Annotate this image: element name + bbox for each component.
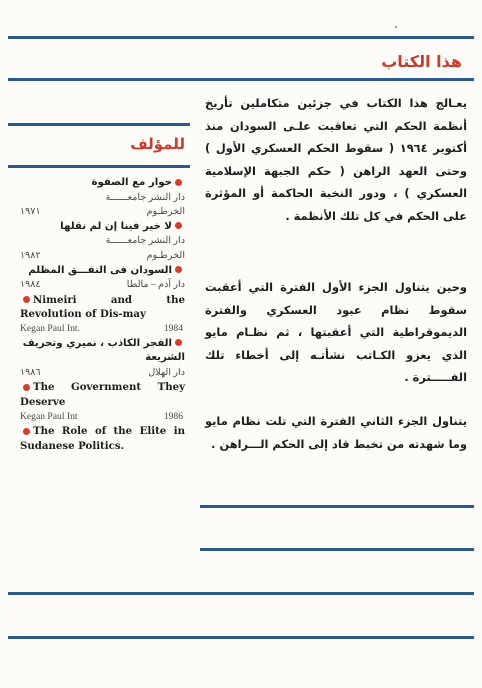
bullet-icon bbox=[175, 339, 182, 346]
book-item bbox=[20, 264, 185, 293]
book-title: الفجر الكاذب ، نميري وتحريف الشريعة bbox=[22, 337, 185, 364]
left-title-top-rule bbox=[8, 123, 190, 126]
section-title: هذا الكتاب bbox=[381, 52, 462, 71]
book-item bbox=[20, 380, 185, 424]
left-title-bottom-rule bbox=[8, 165, 190, 168]
book-item bbox=[20, 176, 185, 220]
publisher-line: دار النشر جامعــــــة bbox=[105, 191, 185, 203]
book-title: The Role of the Elite in Sudanese Politics. bbox=[20, 425, 185, 452]
bullet-icon bbox=[175, 266, 182, 273]
book-title: The Government They Deserve bbox=[20, 381, 185, 408]
bullet-icon bbox=[175, 179, 182, 186]
paragraph-1 bbox=[205, 92, 467, 228]
book-item bbox=[20, 220, 185, 264]
publisher-line: دار الهلال ١٩٨٦ bbox=[20, 366, 185, 378]
bullet-icon bbox=[175, 222, 182, 229]
paragraph-3-text: يتناول الجزء الثاني الفترة التي تلت نظام مايو وما شهدته من تخبط قاد إلى الحكم الـــراهن . bbox=[205, 414, 467, 451]
book-title: لا خير فينا إن لم نقلها bbox=[60, 220, 172, 232]
book-item bbox=[20, 424, 185, 453]
paragraph-2-text: وحين يتناول الجزء الأول الفترة التي أعقبت سقوط نظام عبود العسكري والفترة الديموقراطية التي أعقبتها ، ثم نظـام مايو الذي يعزو الكـاتب نشأتـه إلى أخطاء تلك الفـــــترة . bbox=[205, 280, 467, 385]
book-list bbox=[20, 176, 185, 453]
right-bottom-rule-2 bbox=[200, 548, 474, 551]
book-title: Nimeiri and the Revolution of Dis-may bbox=[20, 293, 185, 321]
speck bbox=[395, 26, 397, 28]
footer-rule-2 bbox=[8, 636, 474, 639]
book-title: حوار مع الصفوة bbox=[91, 177, 172, 188]
publisher-line: الخرطـوم ١٩٨٢ bbox=[20, 249, 185, 261]
book-item bbox=[20, 337, 185, 381]
publisher-line: Kegan Paul Int. 1984 bbox=[20, 322, 183, 334]
publisher-line: دار النشر جامعــــــة bbox=[105, 235, 185, 247]
bullet-icon bbox=[23, 296, 30, 303]
author-heading: للمؤلف bbox=[130, 135, 185, 153]
title-underline-rule bbox=[8, 78, 474, 81]
paragraph-2 bbox=[205, 276, 467, 389]
paragraph-1-text: يعـالج هذا الكتاب في جزئين متكاملين تأريخ أنظمة الحكم التي تعاقبت علـى السودان منذ أكتوبر ١٩٦٤ ( سقوط الحكم العسكري الأول ) وحتى العهد الراهن ( حكم الجبهة الإسلامية العسكري ) ، ودور النخبة الحاكمة أو المؤثرة على الحكم في كل تلك الأنظمة . bbox=[205, 96, 467, 223]
footer-rule-1 bbox=[8, 592, 474, 595]
bullet-icon bbox=[23, 384, 30, 391]
top-rule bbox=[8, 36, 474, 39]
publisher-line: دار آدم – مالطا ١٩٨٤ bbox=[20, 279, 185, 291]
book-item bbox=[20, 293, 185, 337]
book-title: السودان فى النفـــق المظلم bbox=[28, 264, 172, 276]
paragraph-3 bbox=[205, 410, 467, 455]
bullet-icon bbox=[23, 428, 30, 435]
publisher-line: الخرطـوم ١٩٧١ bbox=[20, 206, 185, 218]
publisher-line: Kegan Paul Int 1986 bbox=[20, 410, 183, 422]
right-bottom-rule-1 bbox=[200, 505, 474, 508]
